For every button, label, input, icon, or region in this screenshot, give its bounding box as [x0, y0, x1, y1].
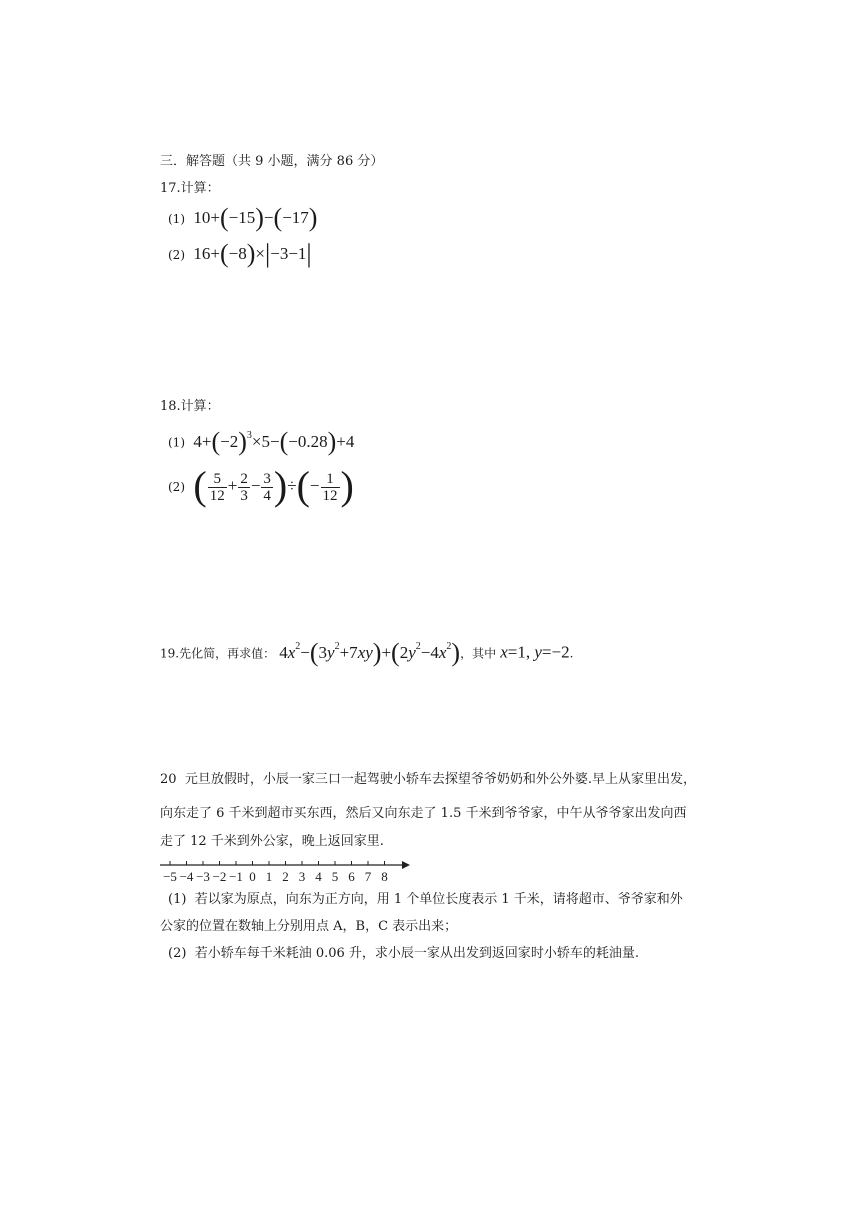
number-line-tick-label: 8: [381, 869, 388, 884]
part-1-text: 若以家为原点，向东为正方向，用 1 个单位长度表示 1 千米，请将超市、爷爷家和外: [194, 892, 683, 907]
question-18-part-1: [168, 426, 355, 456]
number-line-tick-label: 1: [265, 869, 273, 884]
number-line-tick-label: 0: [249, 869, 256, 884]
value-expression: x=1, y=−2: [500, 642, 570, 662]
question-20-number: 20: [160, 772, 177, 787]
question-20-part-1-a: [168, 891, 683, 909]
math-expression: 16+(−8)×|−3−1|: [189, 239, 312, 269]
part-2-text: 若小轿车每千米耗油 0.06 升，求小辰一家从出发到返回家时小轿车的耗油量.: [194, 946, 640, 961]
number-line: [160, 856, 410, 890]
section-title: 三．解答题（共 9 小题，满分 86 分）: [160, 154, 384, 169]
number-line-tick-label: 3: [298, 869, 306, 884]
number-line-tick-label: −4: [179, 869, 194, 884]
number-line-tick-label: 4: [315, 869, 322, 884]
number-line-tick-label: −5: [163, 869, 177, 884]
question-17-part-1: [168, 203, 318, 233]
question-20-part-1-b: 公家的位置在数轴上分别用点 A，B，C 表示出来；: [160, 919, 458, 934]
part-label: (1): [168, 435, 185, 450]
number-line-tick-label: −3: [196, 869, 210, 884]
question-19-tail: ，其中: [460, 646, 497, 661]
period: .: [569, 646, 574, 661]
part-label: (2): [168, 248, 185, 262]
question-20-text-1: 元旦放假时，小辰一家三口一起驾驶小轿车去探望爷爷奶奶和外公外婆.早上从家里出发，: [184, 772, 696, 787]
part-label: (2): [168, 480, 185, 494]
number-line-tick-label: −1: [229, 869, 243, 884]
part-label: (1): [168, 892, 187, 907]
question-17-label: 17.计算：: [160, 181, 220, 196]
math-expression: $4+(-2)^3\times 5-(-0.28)+4$: [189, 426, 355, 456]
question-19-label: 19.先化简，再求值：: [160, 646, 276, 661]
question-20-part-2: [168, 945, 639, 963]
math-expression: ( $\frac{5}{12}$ + $\frac{2}{3}$ − $\frac{3}{4}$ )÷(− $\frac{1}{12}$ ): [193, 463, 354, 509]
number-line-tick-label: −2: [212, 869, 227, 884]
math-expression: $4x^2-(3y^2+7xy)+(2y^2-4x^2)$: [279, 637, 461, 667]
number-line-tick-label: 7: [364, 869, 372, 884]
question-17-part-2: [168, 239, 312, 269]
question-18-part-2: [168, 463, 354, 509]
question-18-label: 18.计算：: [160, 399, 220, 414]
part-label: (2): [168, 946, 187, 961]
number-line-tick-label: 2: [282, 869, 289, 884]
question-20-line-3: 走了 12 千米到外公家，晚上返回家里.: [160, 834, 384, 849]
question-20-line-2: 向东走了 6 千米到超市买东西，然后又向东走了 1.5 千米到爷爷家，中午从爷爷家出发向西: [160, 806, 687, 821]
question-20-line-1: [160, 771, 696, 789]
math-expression: 10+(−15)−(−17): [189, 203, 318, 233]
part-label: (1): [168, 212, 185, 226]
number-line-tick-label: 5: [331, 869, 339, 884]
number-line-tick-label: 6: [348, 869, 355, 884]
question-19: [160, 637, 574, 667]
number-line-arrow: [402, 861, 410, 869]
